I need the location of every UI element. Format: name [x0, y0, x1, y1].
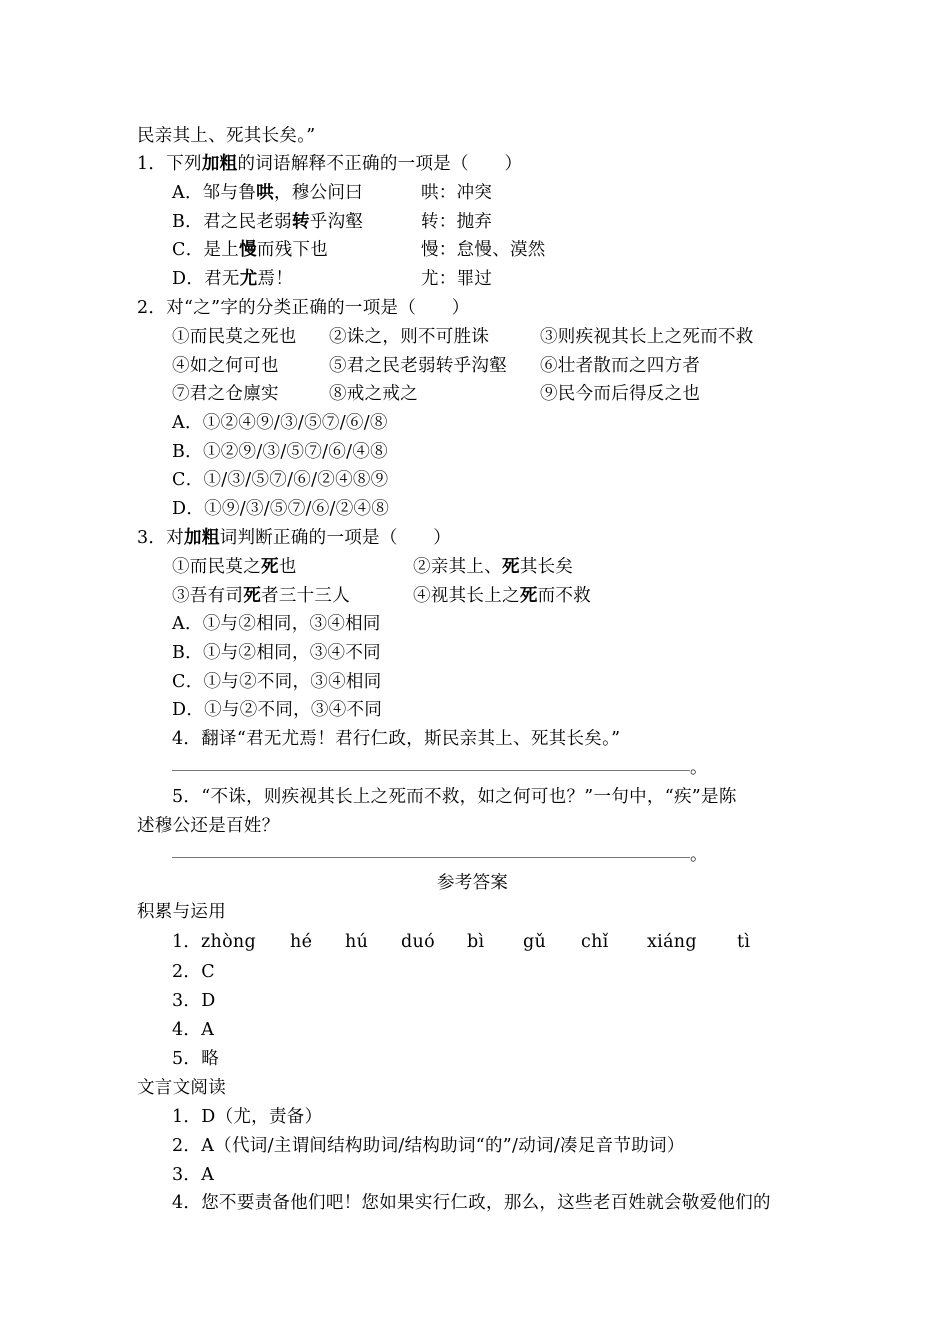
- question-5-period: 。: [690, 845, 708, 865]
- question-3-item: ①而民莫之死也: [172, 557, 297, 577]
- question-4-answer-line[interactable]: [172, 770, 690, 771]
- question-3-item: ②亲其上、死其长矣: [413, 557, 574, 577]
- question-3-option-b: B．①与②相同，③④不同: [172, 643, 381, 663]
- question-3-stem: 3．对加粗词判断正确的一项是（ ）: [137, 528, 452, 548]
- question-2-item: ③则疾视其长上之死而不救: [540, 327, 754, 347]
- question-5-stem-line1: 5．“不诛，则疾视其长上之死而不救，如之何可也？”一句中，“疾”是陈: [172, 787, 737, 807]
- answer-item: 3．A: [172, 1165, 215, 1185]
- pinyin-answer: duó: [401, 932, 435, 952]
- answer-item: 2．A（代词/主谓间结构助词/结构助词“的”/动词/凑足音节助词）: [172, 1136, 685, 1156]
- answer-item: 5．略: [172, 1049, 220, 1069]
- question-1-stem: 1．下列加粗的词语解释不正确的一项是（ ）: [137, 154, 523, 174]
- question-1-option-a: A．邹与鲁哄，穆公问曰: [172, 183, 363, 203]
- question-3-item: ③吾有司死者三十三人: [172, 586, 351, 606]
- answer-item: 2．C: [172, 962, 215, 982]
- question-1-option-c: C．是上慢而残下也: [172, 240, 329, 260]
- question-2-option-b: B．①②⑨/③/⑤⑦/⑥/④⑧: [172, 442, 388, 462]
- question-4-period: 。: [690, 758, 708, 778]
- question-3-option-a: A．①与②相同，③④相同: [172, 614, 381, 634]
- question-3-option-c: C．①与②不同，③④相同: [172, 672, 382, 692]
- pinyin-answer: hú: [345, 932, 369, 952]
- answer-item: 3．D: [172, 991, 216, 1011]
- pinyin-answer: zhòng: [201, 932, 256, 952]
- pinyin-answer: gǔ: [523, 932, 547, 952]
- question-1-gloss-a: 哄：冲突: [421, 183, 493, 203]
- question-2-stem: 2．对“之”字的分类正确的一项是（ ）: [137, 298, 470, 318]
- question-2-item: ⑨民今而后得反之也: [540, 384, 701, 404]
- answer-item: 1．D（尤，责备）: [172, 1107, 323, 1127]
- question-5-answer-line[interactable]: [172, 857, 690, 858]
- question-3-item: ④视其长上之死而不救: [413, 586, 592, 606]
- question-2-item: ⑤君之民老弱转乎沟壑: [329, 356, 507, 376]
- question-2-item: ①而民莫之死也: [172, 327, 297, 347]
- passage-tail: 民亲其上、死其长矣。”: [137, 126, 316, 146]
- question-2-item: ②诛之，则不可胜诛: [329, 327, 490, 347]
- question-1-option-b: B．君之民老弱转乎沟壑: [172, 212, 364, 232]
- question-1-gloss-d: 尤：罪过: [421, 269, 493, 289]
- question-4-stem: 4．翻译“君无尤焉！君行仁政，斯民亲其上、死其长矣。”: [172, 729, 621, 749]
- question-1-option-d: D．君无尤焉！: [172, 269, 294, 289]
- answers-title: 参考答案: [437, 873, 509, 893]
- pinyin-answer: chǐ: [581, 932, 609, 952]
- answer-item: 4．您不要责备他们吧！您如果实行仁政，那么，这些老百姓就会敬爱他们的: [172, 1193, 771, 1213]
- pinyin-answer: tì: [737, 932, 751, 952]
- question-1-gloss-b: 转：抛弃: [421, 212, 493, 232]
- pinyin-answer: xiáng: [647, 932, 697, 952]
- question-3-option-d: D．①与②不同，③④不同: [172, 700, 383, 720]
- question-2-item: ⑥壮者散而之四方者: [540, 356, 701, 376]
- question-2-option-c: C．①/③/⑤⑦/⑥/②④⑧⑨: [172, 470, 389, 490]
- pinyin-answer: bì: [467, 932, 485, 952]
- question-2-option-a: A．①②④⑨/③/⑤⑦/⑥/⑧: [172, 413, 388, 433]
- pinyin-answer: hé: [290, 932, 313, 952]
- question-2-item: ⑦君之仓廪实: [172, 384, 279, 404]
- question-5-stem-line2: 述穆公还是百姓？: [137, 816, 280, 836]
- question-2-item: ④如之何可也: [172, 356, 279, 376]
- pinyin-answer-number: 1．: [172, 932, 202, 952]
- answer-item: 4．A: [172, 1020, 215, 1040]
- question-2-option-d: D．①⑨/③/⑤⑦/⑥/②④⑧: [172, 499, 390, 519]
- question-1-gloss-c: 慢：怠慢、漠然: [421, 240, 546, 260]
- section-heading-classical-reading: 文言文阅读: [137, 1078, 226, 1098]
- question-2-item: ⑧戒之戒之: [329, 384, 418, 404]
- section-heading-accumulation: 积累与运用: [137, 902, 226, 922]
